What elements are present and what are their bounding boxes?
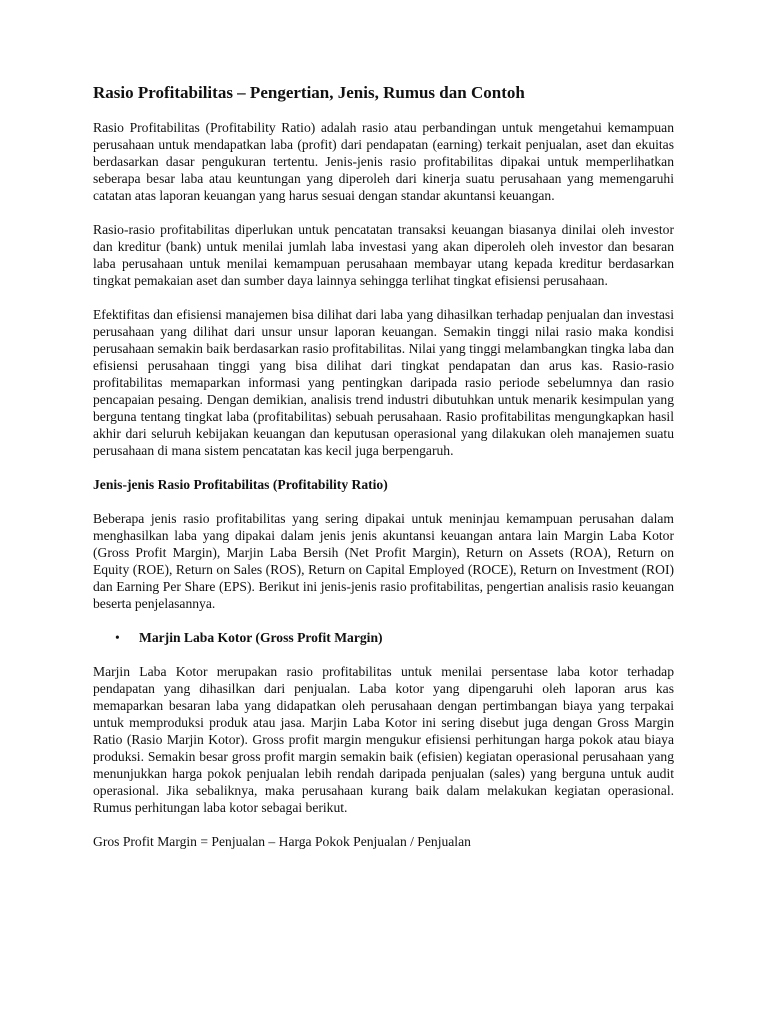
paragraph-usage: Rasio-rasio profitabilitas diperlukan untuk pencatatan transaksi keuangan biasanya dinilai oleh investor dan kreditur (bank) untuk menilai jumlah laba investasi yang akan diperoleh oleh investor dan besaran laba perusahaan untuk menilai kemampuan perusahaan membayar utang kepada kreditur berdasarkan tingkat pemakaian aset dan sumber daya lainnya sehingga terlihat tingkat efisiensi perusahaan. xyxy=(93,222,674,288)
paragraph-effectiveness: Efektifitas dan efisiensi manajemen bisa dilihat dari laba yang dihasilkan terhadap penjualan dan investasi perusahaan yang dilihat dari unsur unsur laporan keuangan. Semakin tinggi nilai rasio maka kondisi perusahaan semakin baik berdasarkan rasio profitabilitas. Nilai yang tinggi melambangkan tingka laba dan efisiensi perusahaan tinggi yang bisa dilihat dari tingkat pendapatan dan arus kas. Rasio-rasio profitabilitas memaparkan informasi yang pentingkan daripada rasio periode sebelumnya dan rasio pencapaian pesaing. Dengan demikian, analisis trend industri dibutuhkan untuk menarik kesimpulan yang berguna tentang tingkat laba (profitabilitas) sebuah perusahaan. Rasio profitabilitas mengungkapkan hasil akhir dari seluruh kebijakan keuangan dan keputusan operasional yang dilakukan oleh manajemen suatu perusahaan di mana sistem pencatatan kas kecil juga berpengaruh. xyxy=(93,307,674,458)
document-title: Rasio Profitabilitas – Pengertian, Jenis, Rumus dan Contoh xyxy=(93,83,525,102)
paragraph-types: Beberapa jenis rasio profitabilitas yang sering dipakai untuk meninjau kemampuan perusahan dalam menghasilkan laba yang dipakai dalam jenis jenis akuntansi keuangan antara lain Margin Laba Kotor (Gross Profit Margin), Marjin Laba Bersih (Net Profit Margin), Return on Assets (ROA), Return on Equity (ROE), Return on Sales (ROS), Return on Capital Employed (ROCE), Return on Investment (ROI) dan Earning Per Share (EPS). Berikut ini jenis-jenis rasio profitabilitas, pengertian analisis rasio keuangan beserta penjelasannya. xyxy=(93,511,674,611)
paragraph-gross-margin: Marjin Laba Kotor merupakan rasio profitabilitas untuk menilai persentase laba kotor terhadap pendapatan yang dihasilkan dari penjualan. Laba kotor yang dipengaruhi oleh laporan arus kas memaparkan besaran laba yang didapatkan oleh perusahaan dengan pertimbangan biaya yang terpakai untuk memproduksi produk atau jasa. Marjin Laba Kotor ini sering disebut juga dengan Gross Margin Ratio (Rasio Marjin Kotor). Gross profit margin mengukur efisiensi perhitungan harga pokok atau biaya produksi. Semakin besar gross profit margin semakin baik (efisien) kegiatan operasional perusahaan yang menunjukkan harga pokok penjualan lebih rendah daripada penjualan (sales) yang berguna untuk audit operasional. Jika sebaliknya, maka perusahaan kurang baik dalam melakukan kegiatan operasional. Rumus perhitungan laba kotor sebagai berikut. xyxy=(93,664,674,815)
bullet-label: Marjin Laba Kotor (Gross Profit Margin) xyxy=(139,630,383,645)
bullet-list xyxy=(93,629,674,646)
formula-text: Gros Profit Margin = Penjualan – Harga Pokok Penjualan / Penjualan xyxy=(93,834,471,849)
document-page xyxy=(93,83,674,867)
list-item xyxy=(93,629,674,646)
bullet-icon: • xyxy=(115,630,120,645)
section-heading: Jenis-jenis Rasio Profitabilitas (Profitability Ratio) xyxy=(93,477,388,492)
paragraph-intro: Rasio Profitabilitas (Profitability Ratio) adalah rasio atau perbandingan untuk mengetahui kemampuan perusahaan untuk mendapatkan laba (profit) dari pendapatan (earning) terkait penjualan, aset dan ekuitas berdasarkan dasar pengukuran tertentu. Jenis-jenis rasio profitabilitas dipakai untuk memperlihatkan seberapa besar laba atau keuntungan yang diperoleh dari kinerja suatu perusahaan yang memengaruhi catatan atas laporan keuangan yang harus sesuai dengan standar akuntansi keuangan. xyxy=(93,120,674,203)
